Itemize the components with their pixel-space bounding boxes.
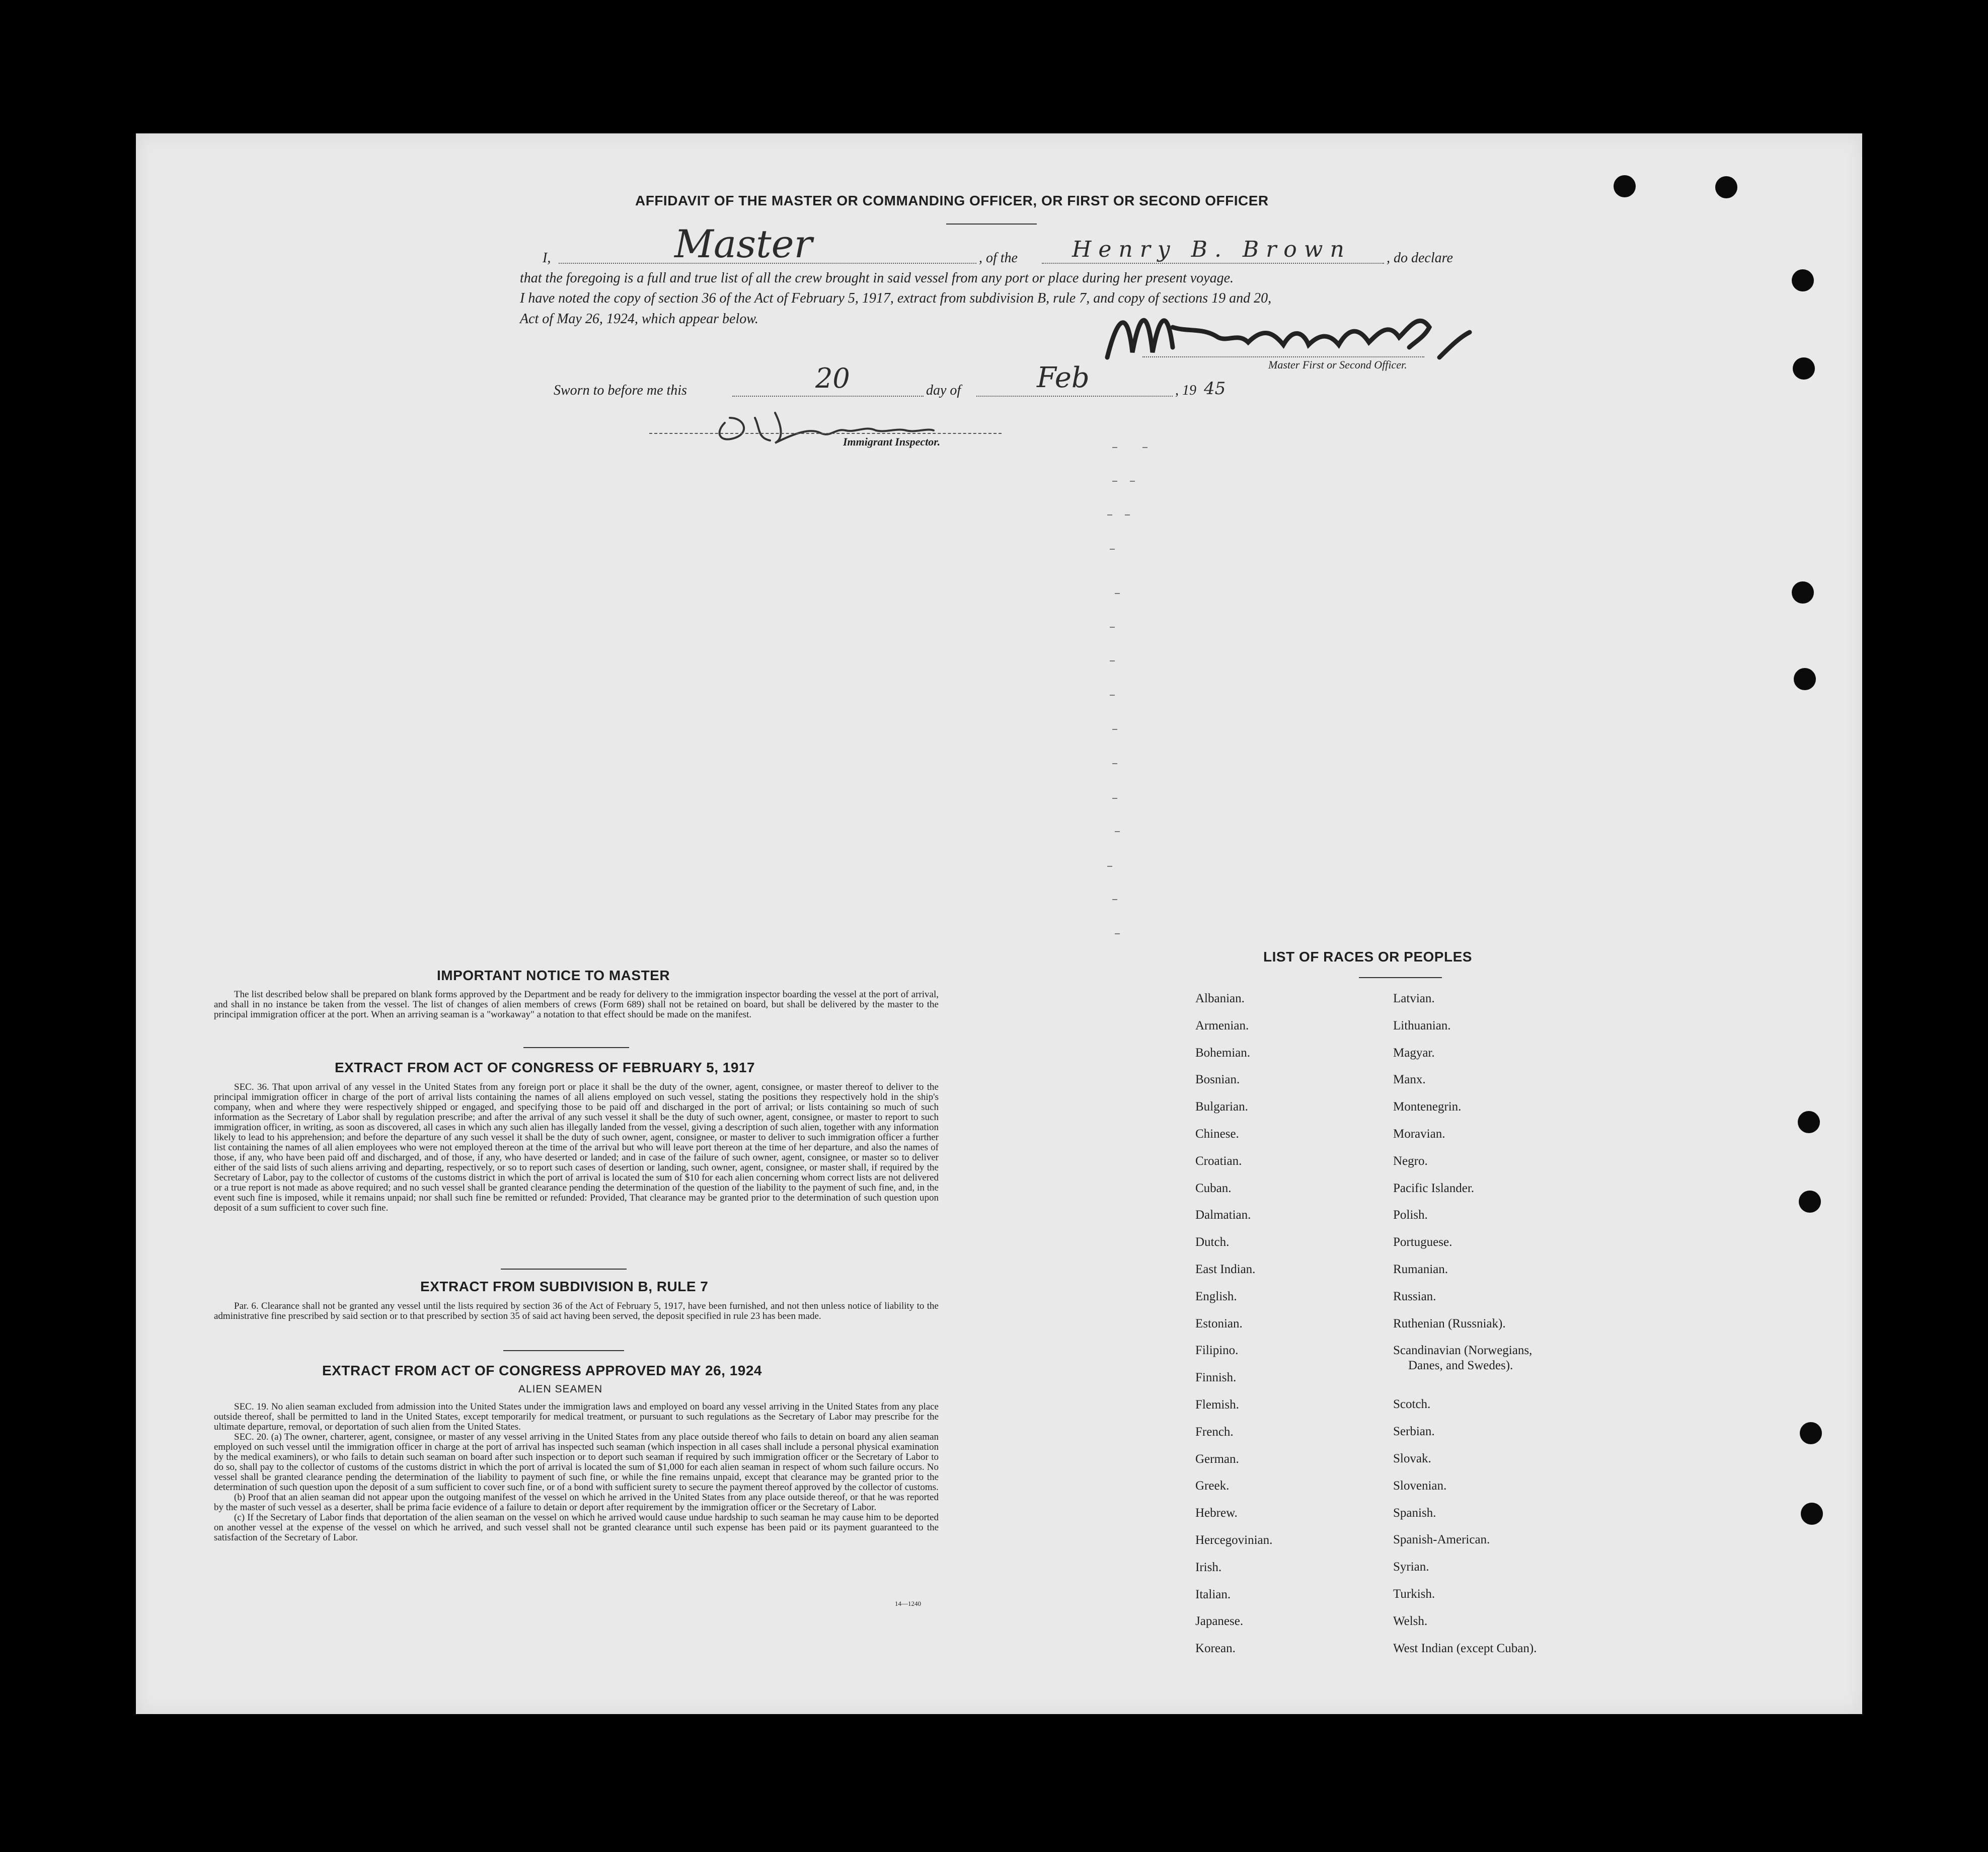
race-item: Chinese. [1195,1127,1239,1141]
divider [503,1350,624,1351]
affidavit-line-3: Act of May 26, 1924, which appear below. [520,311,758,327]
rule7-paragraph: Par. 6. Clearance shall not be granted any vessel until the lists required by section 36 of the Act of February 5, 1917, have been furnished, and not then unless notice of liability to the administrative fine prescribed by said section or to that prescribed by section 35 of said act having been served, the deposit specified in rule 23 has been made. [214,1301,939,1321]
race-item: Albanian. [1195,992,1245,1005]
vessel-handwriting: Henry B. Brown [1072,237,1351,262]
race-item: Japanese. [1195,1614,1244,1628]
column-mark [1110,627,1115,628]
extract-rule7-text [214,1301,939,1321]
declarant-handwriting: Master [674,221,812,266]
race-item: Armenian. [1195,1018,1249,1032]
sworn-label: Sworn to before me this [554,383,687,398]
race-item: Polish. [1393,1208,1428,1222]
divider [1359,977,1442,978]
column-mark [1115,933,1120,934]
races-column-1 [1195,992,1272,1669]
punch-hole [1801,1503,1823,1525]
of-the-label: , of the [979,250,1018,266]
races-title: LIST OF RACES OR PEOPLES [1263,949,1472,965]
officer-signature-line [1142,356,1424,357]
race-item: Negro. [1393,1154,1428,1168]
column-mark [1110,549,1115,550]
section-20a-paragraph: SEC. 20. (a) The owner, charterer, agent, consignee, or master of any vessel arriving in the United States from any place outside thereof who fails to detain on board any alien seaman employed on such vessel until the immigration officer in charge at the port of arrival has inspected such seaman (which inspection in all cases shall include a personal physical examination by the medical examiners), or who fails to detain such seaman on board after such inspection or to deport such seaman if required by such immigration officer or the Secretary of Labor to do so, shall pay to the collector of customs of the customs district in which the port of arrival is located the sum of $1,000 for each alien seaman in respect of whom such failure occurs. No vessel shall be granted clearance pending the determination of the liability to payment of such fine, or while the fine remains unpaid, except that clearance may be granted prior to the determination of such question upon the deposit of a sum sufficient to cover such fine, or of a bond with sufficient surety to secure the payment thereof approved by the collector of customs. [214,1432,939,1493]
race-item: Turkish. [1393,1587,1435,1601]
race-item: Croatian. [1195,1154,1242,1168]
column-mark [1115,831,1120,832]
section-36-paragraph: SEC. 36. That upon arrival of any vessel in the United States from any foreign port or place it shall be the duty of the owner, agent, consignee, or master thereof to deliver to the principal immigration officer in charge of the port of arrival lists containing the names of all aliens employed on such vessel, stating the positions they respectively hold in the ship's company, when and where they were respectively shipped or engaged, and specifying those to be paid off and discharged in the port of arrival; or lists containing so much of such information as the Secretary of Labor shall by regulation prescribe; and after the arrival of any such vessel it shall be the duty of such owner, agent, consignee, or master to report to such immigration officer, in writing, as soon as discovered, all cases in which any such alien has illegally landed from the vessel, giving a description of such alien, together with any information likely to lead to his apprehension; and before the departure of any such vessel it shall be the duty of such owner, agent, consignee, or master to deliver to such immigration officer a further list containing the names of all alien employees who were not employed thereon at the time of the arrival but who will leave port thereon at the time of her departure, and also the names of those, if any, who have been paid off and discharged, and of those, if any, who have deserted or landed; and in case of the failure of such owner, agent, consignee, or master so to deliver either of the said lists of such aliens arriving and departing, respectively, or so to report such cases of desertion or landing, such owner, agent, consignee, or master shall, if required by the Secretary of Labor, pay to the collector of customs of the customs district in which the port of arrival is located the sum of $10 for each alien concerning whom correct lists are not delivered or a true report is not made as above required; and no such vessel shall be granted clearance pending the determination of the question of the liability to the payment of such fine, and, in the event such fine is imposed, while it remains unpaid; nor shall such fine be remitted or refunded: Provided, That clearance may be granted prior to the determination of such question upon deposit of a sum sufficient to cover such fine. [214,1082,939,1213]
race-item: Manx. [1393,1073,1426,1087]
race-item: Filipino. [1195,1344,1239,1358]
races-column-2 [1393,992,1537,1668]
extract-1917-text [214,1082,939,1213]
punch-hole [1799,1191,1821,1213]
race-item: Irish. [1195,1560,1222,1574]
race-item: Pacific Islander. [1393,1181,1475,1195]
race-item: German. [1195,1452,1239,1466]
year-prefix: , 19 [1175,383,1196,398]
inspector-caption: Immigrant Inspector. [843,435,941,448]
race-item: West Indian (except Cuban). [1393,1641,1537,1655]
sworn-day-handwriting: 20 [815,362,850,394]
column-mark [1107,514,1112,515]
affidavit-line-1: that the foregoing is a full and true list of all the crew brought in said vessel from any port or place during her present voyage. [520,270,1234,286]
sworn-month-handwriting: Feb [1037,361,1090,394]
race-item: Cuban. [1195,1181,1232,1195]
extract-rule7-title: EXTRACT FROM SUBDIVISION B, RULE 7 [420,1279,709,1294]
race-item: Ruthenian (Russniak). [1393,1316,1506,1330]
race-item: Bosnian. [1195,1073,1240,1087]
officer-caption: Master First or Second Officer. [1268,358,1407,371]
punch-hole [1798,1111,1820,1133]
race-item: Flemish. [1195,1397,1239,1412]
column-mark [1110,695,1115,696]
punch-hole [1793,357,1815,380]
punch-hole [1614,175,1636,197]
day-of-label: day of [926,383,961,398]
section-19-paragraph: SEC. 19. No alien seaman excluded from admission into the United States under the immigration laws and employed on board any vessel arriving in the United States from any place outside thereof, shall be permitted to land in the United States, except temporarily for medical treatment, or pursuant to such regulations as the Secretary of Labor may prescribe for the ultimate departure, removal, or deportation of such alien from the United States. [214,1401,939,1432]
race-item: Greek. [1195,1479,1230,1493]
race-item: Dalmatian. [1195,1208,1251,1222]
race-item: Bulgarian. [1195,1100,1248,1114]
race-item: Hebrew. [1195,1506,1238,1520]
column-mark [1125,514,1130,515]
form-number: 14—1240 [895,1600,921,1607]
race-item: Latvian. [1393,992,1435,1005]
race-item: Serbian. [1393,1425,1435,1439]
divider [501,1269,627,1270]
punch-hole [1800,1422,1822,1444]
punch-hole [1792,269,1814,291]
race-item: Italian. [1195,1587,1231,1601]
column-mark [1112,763,1117,764]
notice-text [214,990,939,1020]
race-item: English. [1195,1289,1237,1303]
alien-seamen-subtitle: ALIEN SEAMEN [518,1383,603,1395]
race-item: Welsh. [1393,1614,1428,1628]
race-item: Magyar. [1393,1046,1435,1060]
sworn-day-line [732,396,924,397]
column-mark [1112,729,1117,730]
affidavit-title: AFFIDAVIT OF THE MASTER OR COMMANDING OFFICER, OR FIRST OR SECOND OFFICER [635,193,1269,208]
race-item: Syrian. [1393,1560,1429,1574]
column-mark [1112,481,1117,482]
column-mark [1115,593,1120,594]
column-mark [1107,866,1112,867]
inspector-signature-line [649,433,1002,434]
affidavit-line-2: I have noted the copy of section 36 of the Act of February 5, 1917, extract from subdivision B, rule 7, and copy of sections 19 and 20, [520,290,1272,306]
race-item: Slovenian. [1393,1478,1447,1493]
extract-1924-title: EXTRACT FROM ACT OF CONGRESS APPROVED MAY 26, 1924 [322,1363,762,1378]
declarant-label: I, [543,250,551,266]
race-item: Moravian. [1393,1127,1445,1141]
race-item: Scotch. [1393,1397,1431,1412]
race-item: East Indian. [1195,1262,1256,1276]
race-item: Lithuanian. [1393,1018,1451,1032]
punch-hole [1715,176,1737,198]
notice-title: IMPORTANT NOTICE TO MASTER [437,968,670,983]
notice-paragraph: The list described below shall be prepared on blank forms approved by the Department and be ready for delivery to the immigration inspector boarding the vessel at the port of arrival, and shall in no instance be taken from the vessel. The list of changes of alien members of crews (Form 689) shall not be retained on board, but shall be delivered by the master to the principal immigration officer at the port. When an arriving seaman is a "workaway" a notation to that effect should be made on the manifest. [214,989,939,1020]
do-declare-label: , do declare [1387,250,1453,266]
race-item: Scandinavian (Norwegians, [1393,1344,1533,1358]
column-mark [1112,798,1117,799]
race-item: Danes, and Swedes). [1408,1359,1513,1373]
race-item: Montenegrin. [1393,1100,1462,1114]
punch-hole [1792,581,1814,604]
race-item: Russian. [1393,1289,1436,1303]
punch-hole [1794,668,1816,690]
race-item: Spanish-American. [1393,1533,1490,1547]
vessel-line [1042,263,1384,264]
race-item: Finnish. [1195,1371,1237,1385]
race-item: Hercegovinian. [1195,1533,1273,1547]
column-mark [1112,447,1117,448]
year-handwriting: 45 [1204,379,1226,399]
race-item: Estonian. [1195,1316,1243,1330]
race-item: Portuguese. [1393,1235,1452,1249]
race-item: Spanish. [1393,1506,1436,1520]
race-item: Korean. [1195,1642,1236,1656]
sworn-month-line [976,396,1173,397]
section-20c-paragraph: (c) If the Secretary of Labor finds that deportation of the alien seaman on the vessel on which he arrived would cause undue hardship to such seaman he may cause him to be deported on another vessel at the expense of the vessel on which he arrived, and such vessel shall not be granted clearance until such expense has been paid or its payment guaranteed to the satisfaction of the Secretary of Labor. [214,1512,939,1543]
column-mark [1130,481,1135,482]
column-mark [1110,660,1115,661]
extract-1924-text [214,1402,939,1543]
race-item: Bohemian. [1195,1046,1251,1060]
race-item: Rumanian. [1393,1262,1448,1276]
race-item: Slovak. [1393,1451,1431,1465]
divider [523,1047,629,1048]
column-mark [1112,899,1117,900]
race-item: Dutch. [1195,1235,1230,1249]
extract-1917-title: EXTRACT FROM ACT OF CONGRESS OF FEBRUARY 5, 1917 [335,1060,755,1075]
column-mark [1142,447,1148,448]
race-item: French. [1195,1425,1234,1439]
section-20b-paragraph: (b) Proof that an alien seaman did not appear upon the outgoing manifest of the vessel on which he arrived in the United States from any place outside thereof, or that he was reported by the master of such vessel as a deserter, shall be prima facie evidence of a failure to detain or deport after requirement by the immigration officer or the Secretary of Labor. [214,1492,939,1513]
divider [946,224,1037,225]
